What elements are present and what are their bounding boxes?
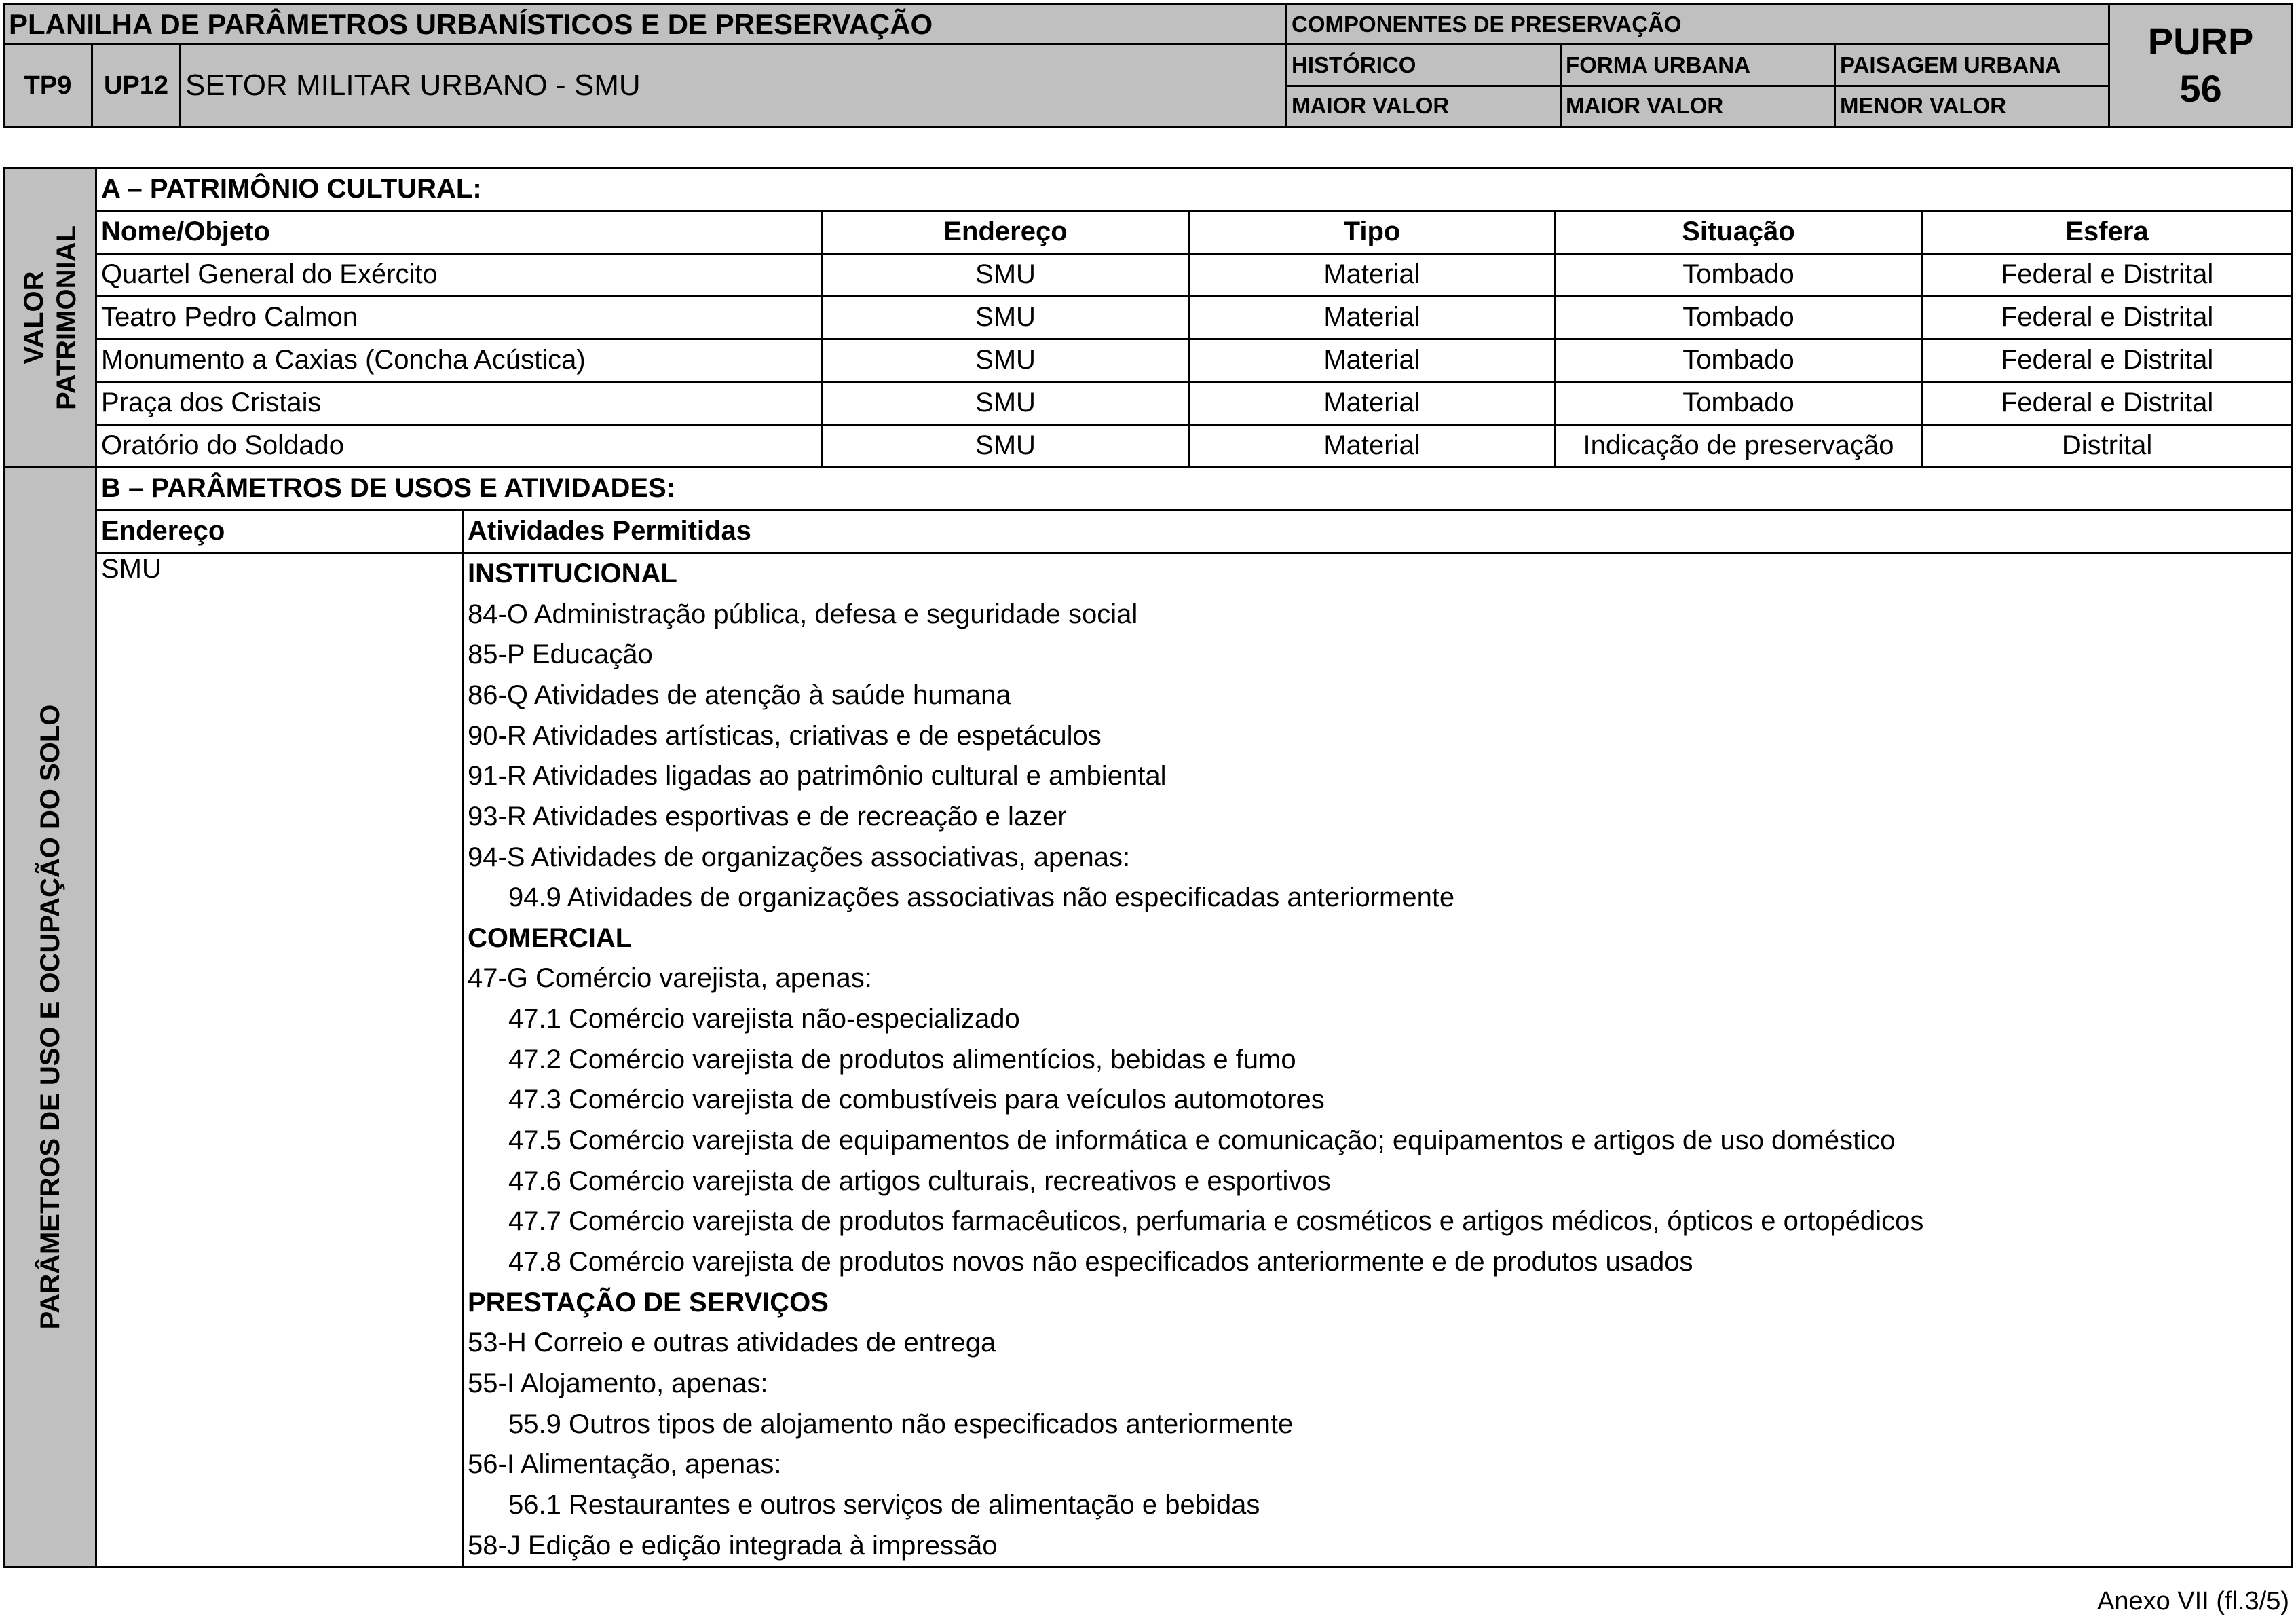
purp-number: 56 <box>2179 67 2222 110</box>
heritage-status: Indicação de preservação <box>1556 424 1922 467</box>
heritage-name: Oratório do Soldado <box>96 424 823 467</box>
heritage-type: Material <box>1189 424 1556 467</box>
activity-item: 47.2 Comércio varejista de produtos alimentícios, bebidas e fumo <box>463 1039 2293 1080</box>
parameters-table <box>3 167 2293 1568</box>
activity-category: COMERCIAL <box>463 918 2293 959</box>
component-name: PAISAGEM URBANA <box>1835 45 2109 86</box>
heritage-sphere: Federal e Distrital <box>1922 253 2293 296</box>
heritage-address: SMU <box>823 296 1189 339</box>
sector-name: SETOR MILITAR URBANO - SMU <box>181 45 1287 127</box>
activity-item: 94-S Atividades de organizações associativas, apenas: <box>463 837 2293 878</box>
activity-item: 47.8 Comércio varejista de produtos novos não especificados anteriormente e de produtos usados <box>463 1242 2293 1283</box>
heritage-type: Material <box>1189 253 1556 296</box>
component-value: MAIOR VALOR <box>1287 86 1561 126</box>
heritage-row <box>4 339 2293 381</box>
heritage-type: Material <box>1189 296 1556 339</box>
section-a-title: A – PATRIMÔNIO CULTURAL: <box>96 168 2293 211</box>
component-value: MAIOR VALOR <box>1561 86 1835 126</box>
activity-item: 56.1 Restaurantes e outros serviços de alimentação e bebidas <box>463 1485 2293 1525</box>
activity-item: 94.9 Atividades de organizações associativas não especificadas anteriormente <box>463 878 2293 918</box>
heritage-sphere: Distrital <box>1922 424 2293 467</box>
heritage-name: Praça dos Cristais <box>96 381 823 424</box>
activity-item: 47.1 Comércio varejista não-especializado <box>463 999 2293 1040</box>
activity-item: 47-G Comércio varejista, apenas: <box>463 958 2293 999</box>
activity-item: 53-H Correio e outras atividades de entrega <box>463 1323 2293 1364</box>
up-code: UP12 <box>92 45 181 127</box>
activity-item: 58-J Edição e edição integrada à impressão <box>463 1525 2293 1567</box>
column-header-type: Tipo <box>1189 210 1556 253</box>
heritage-sphere: Federal e Distrital <box>1922 381 2293 424</box>
column-header-sphere: Esfera <box>1922 210 2293 253</box>
side-label-text: PARÂMETROS DE USO E OCUPAÇÃO DO SOLO <box>35 704 65 1330</box>
annex-footer: Anexo VII (fl.3/5) <box>2096 1587 2289 1616</box>
side-label-line: PATRIMONIAL <box>51 225 81 410</box>
heritage-type: Material <box>1189 381 1556 424</box>
activity-item: 90-R Atividades artísticas, criativas e de espetáculos <box>463 715 2293 756</box>
activity-item: 84-O Administração pública, defesa e seguridade social <box>463 594 2293 635</box>
activity-address: SMU <box>96 553 463 1567</box>
column-header-address: Endereço <box>96 510 463 553</box>
column-header-status: Situação <box>1556 210 1922 253</box>
heritage-row <box>4 381 2293 424</box>
activity-item: 55-I Alojamento, apenas: <box>463 1364 2293 1404</box>
activity-category: PRESTAÇÃO DE SERVIÇOS <box>463 1282 2293 1323</box>
activity-item: 47.3 Comércio varejista de combustíveis para veículos automotores <box>463 1080 2293 1121</box>
activity-item: 93-R Atividades esportivas e de recreação e lazer <box>463 797 2293 838</box>
activity-item: 47.7 Comércio varejista de produtos farmacêuticos, perfumaria e cosméticos e artigos médicos, ópticos e ortopédicos <box>463 1201 2293 1242</box>
activity-item: 91-R Atividades ligadas ao patrimônio cultural e ambiental <box>463 756 2293 797</box>
component-name: FORMA URBANA <box>1561 45 1835 86</box>
activity-item: 47.5 Comércio varejista de equipamentos de informática e comunicação; equipamentos e artigos de uso doméstico <box>463 1121 2293 1161</box>
heritage-row <box>4 424 2293 467</box>
heritage-status: Tombado <box>1556 339 1922 381</box>
section-b-title: B – PARÂMETROS DE USOS E ATIVIDADES: <box>96 467 2293 510</box>
heritage-row <box>4 253 2293 296</box>
heritage-row <box>4 296 2293 339</box>
activity-item: 86-Q Atividades de atenção à saúde humana <box>463 675 2293 716</box>
purp-label: PURP <box>2147 20 2254 62</box>
column-header-address: Endereço <box>823 210 1189 253</box>
heritage-address: SMU <box>823 253 1189 296</box>
header-table <box>3 3 2293 128</box>
sheet-title: PLANILHA DE PARÂMETROS URBANÍSTICOS E DE PRESERVAÇÃO <box>4 4 1287 45</box>
activity-item: 55.9 Outros tipos de alojamento não especificados anteriormente <box>463 1404 2293 1444</box>
heritage-sphere: Federal e Distrital <box>1922 339 2293 381</box>
column-header-name: Nome/Objeto <box>96 210 823 253</box>
component-value: MENOR VALOR <box>1835 86 2109 126</box>
heritage-status: Tombado <box>1556 296 1922 339</box>
component-name: HISTÓRICO <box>1287 45 1561 86</box>
side-label-land-use <box>4 467 96 1567</box>
heritage-name: Quartel General do Exército <box>96 253 823 296</box>
tp-code: TP9 <box>4 45 92 127</box>
heritage-address: SMU <box>823 381 1189 424</box>
side-label-patrimonial <box>4 168 96 468</box>
activity-category: INSTITUCIONAL <box>463 553 2293 594</box>
components-title: COMPONENTES DE PRESERVAÇÃO <box>1287 4 2109 45</box>
activity-item: 56-I Alimentação, apenas: <box>463 1444 2293 1485</box>
column-header-activities: Atividades Permitidas <box>463 510 2293 553</box>
heritage-status: Tombado <box>1556 381 1922 424</box>
purp-cell <box>2109 4 2293 127</box>
heritage-type: Material <box>1189 339 1556 381</box>
heritage-sphere: Federal e Distrital <box>1922 296 2293 339</box>
heritage-address: SMU <box>823 339 1189 381</box>
activity-item: 85-P Educação <box>463 635 2293 675</box>
heritage-name: Monumento a Caxias (Concha Acústica) <box>96 339 823 381</box>
activity-item: 47.6 Comércio varejista de artigos culturais, recreativos e esportivos <box>463 1161 2293 1201</box>
heritage-name: Teatro Pedro Calmon <box>96 296 823 339</box>
heritage-status: Tombado <box>1556 253 1922 296</box>
side-label-line: VALOR <box>18 271 49 365</box>
heritage-address: SMU <box>823 424 1189 467</box>
